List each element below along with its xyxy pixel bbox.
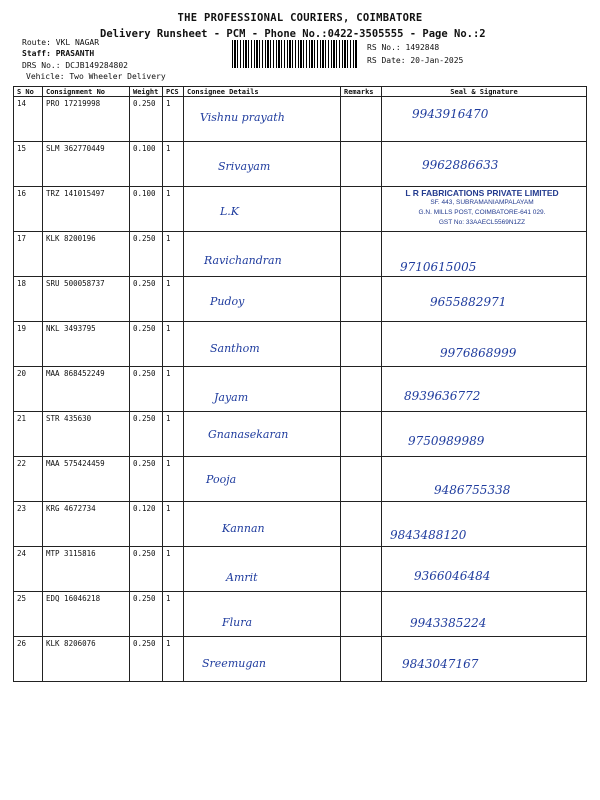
consignee-details [184,412,341,457]
weight: 0.250 [130,412,163,457]
consignment-number: NKL 3493795 [43,322,130,367]
signature-handwriting: 8939636772 [404,389,481,403]
remarks [341,232,382,277]
consignee-details [184,547,341,592]
consignment-number: KRG 4672734 [43,502,130,547]
remarks [341,547,382,592]
seal-signature [382,637,587,682]
table-row [14,232,587,277]
company-name: THE PROFESSIONAL COURIERS, COIMBATORE [177,12,423,24]
pieces: 1 [163,322,184,367]
signature-handwriting: 9655882971 [430,295,507,309]
row-sno: 26 [14,637,43,682]
signature-handwriting: 9976868999 [440,346,517,360]
weight: 0.250 [130,592,163,637]
seal-signature [382,187,587,232]
rs-number: RS No.: 1492848 [367,43,440,52]
company-seal-stamp [384,188,580,228]
table-row [14,412,587,457]
weight: 0.250 [130,637,163,682]
pieces: 1 [163,367,184,412]
pieces: 1 [163,232,184,277]
pieces: 1 [163,502,184,547]
table-row [14,277,587,322]
consignee-details [184,637,341,682]
signature-handwriting: 9943916470 [412,107,489,121]
consignee-details [184,592,341,637]
remarks [341,97,382,142]
seal-signature [382,142,587,187]
stamp-line1: L R FABRICATIONS PRIVATE LIMITED [405,188,559,198]
pieces: 1 [163,637,184,682]
runsheet-title: Delivery Runsheet - PCM - Phone No.:0422-3505555 - Page No.:2 [100,28,486,40]
consignee-details [184,187,341,232]
consignee-details [184,457,341,502]
col-header-sno: S No [14,87,43,97]
table-row [14,592,587,637]
row-sno: 15 [14,142,43,187]
table-row [14,322,587,367]
pieces: 1 [163,277,184,322]
table-row [14,97,587,142]
consignment-number: EDQ 16046218 [43,592,130,637]
remarks [341,322,382,367]
signature-handwriting: 9366046484 [414,569,491,583]
weight: 0.100 [130,187,163,232]
table-row [14,142,587,187]
col-header-remarks: Remarks [341,87,382,97]
row-sno: 21 [14,412,43,457]
weight: 0.250 [130,367,163,412]
consignee-handwriting: Srivayam [218,160,271,173]
signature-handwriting: 9486755338 [434,483,511,497]
row-sno: 20 [14,367,43,412]
col-header-signature: Seal & Signature [382,87,587,97]
table-header-row [14,87,587,97]
consignee-details [184,142,341,187]
col-header-weight: Weight [130,87,163,97]
barcode [232,40,358,68]
weight: 0.250 [130,322,163,367]
weight: 0.250 [130,457,163,502]
remarks [341,412,382,457]
seal-signature [382,322,587,367]
signature-handwriting: 9710615005 [400,260,477,274]
pieces: 1 [163,592,184,637]
table-row [14,547,587,592]
weight: 0.250 [130,232,163,277]
consignee-handwriting: Gnanasekaran [208,428,289,441]
consignment-number: STR 435630 [43,412,130,457]
consignee-details [184,97,341,142]
row-sno: 24 [14,547,43,592]
consignee-handwriting: Vishnu prayath [200,111,285,124]
stamp-line2: SF. 443, SUBRAMANIAMPALAYAM [430,199,534,206]
runsheet-table [13,86,587,682]
remarks [341,142,382,187]
col-header-consignment: Consignment No [43,87,130,97]
rs-date: RS Date: 20-Jan-2025 [367,56,464,65]
consignee-handwriting: Pooja [206,473,237,486]
pieces: 1 [163,547,184,592]
seal-signature [382,367,587,412]
signature-handwriting: 9843488120 [390,528,467,542]
consignee-handwriting: Flura [222,616,253,629]
vehicle-label: Vehicle: Two Wheeler Delivery [26,72,166,81]
row-sno: 17 [14,232,43,277]
route-label: Route: VKL NAGAR [22,38,100,47]
row-sno: 19 [14,322,43,367]
weight: 0.120 [130,502,163,547]
signature-handwriting: 9943385224 [410,616,487,630]
consignee-handwriting: Sreemugan [202,657,267,670]
consignment-number: SLM 362770449 [43,142,130,187]
consignment-number: KLK 8200196 [43,232,130,277]
remarks [341,367,382,412]
consignment-number: MTP 3115816 [43,547,130,592]
col-header-pcs: PCS [163,87,184,97]
seal-signature [382,277,587,322]
remarks [341,277,382,322]
table-row [14,187,587,232]
consignment-number: MAA 575424459 [43,457,130,502]
weight: 0.250 [130,277,163,322]
consignment-number: TRZ 141015497 [43,187,130,232]
row-sno: 23 [14,502,43,547]
remarks [341,457,382,502]
weight: 0.250 [130,97,163,142]
col-header-consignee: Consignee Details [184,87,341,97]
row-sno: 14 [14,97,43,142]
page-edge-marks [0,793,600,796]
consignee-details [184,232,341,277]
pieces: 1 [163,187,184,232]
consignee-handwriting: L.K [220,205,240,218]
consignment-number: MAA 868452249 [43,367,130,412]
row-sno: 16 [14,187,43,232]
pieces: 1 [163,97,184,142]
stamp-line3: G.N. MILLS POST, COIMBATORE-641 029. [418,209,546,216]
pieces: 1 [163,142,184,187]
drs-number: DRS No.: DCJB149284802 [22,61,128,70]
seal-signature [382,412,587,457]
consignee-details [184,367,341,412]
consignee-handwriting: Amrit [226,571,258,584]
staff-label: Staff: PRASANTH [22,49,95,58]
row-sno: 22 [14,457,43,502]
consignee-details [184,502,341,547]
consignee-handwriting: Ravichandran [204,254,282,267]
consignee-details [184,277,341,322]
signature-handwriting: 9843047167 [402,657,479,671]
consignee-handwriting: Santhom [210,342,260,355]
remarks [341,502,382,547]
remarks [341,592,382,637]
weight: 0.100 [130,142,163,187]
consignee-handwriting: Kannan [222,522,265,535]
table-row [14,457,587,502]
pieces: 1 [163,457,184,502]
consignment-number: KLK 8206076 [43,637,130,682]
remarks [341,187,382,232]
weight: 0.250 [130,547,163,592]
consignee-handwriting: Pudoy [210,295,245,308]
pieces: 1 [163,412,184,457]
row-sno: 25 [14,592,43,637]
seal-signature [382,502,587,547]
table-row [14,502,587,547]
signature-handwriting: 9750989989 [408,434,485,448]
consignee-details [184,322,341,367]
seal-signature [382,232,587,277]
consignment-number: PRO 17219998 [43,97,130,142]
seal-signature [382,97,587,142]
table-row [14,637,587,682]
seal-signature [382,457,587,502]
seal-signature [382,592,587,637]
remarks [341,637,382,682]
row-sno: 18 [14,277,43,322]
seal-signature [382,547,587,592]
consignment-number: SRU 500058737 [43,277,130,322]
stamp-line4: GST No: 33AAECL5569N1ZZ [438,219,526,226]
consignee-handwriting: Jayam [214,391,249,404]
table-row [14,367,587,412]
signature-handwriting: 9962886633 [422,158,499,172]
